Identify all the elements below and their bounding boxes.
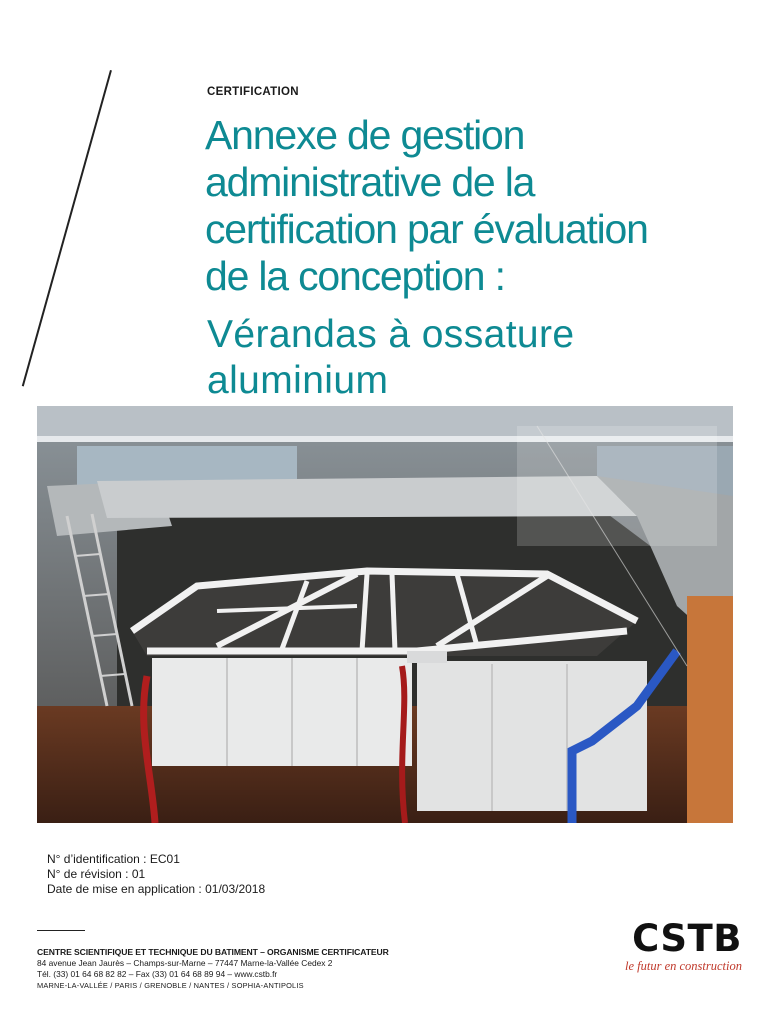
footer — [37, 946, 389, 991]
application-date: Date de mise en application : 01/03/2018 — [47, 882, 266, 896]
organization-contact: Tél. (33) 01 64 68 82 82 – Fax (33) 01 64 68 89 94 – www.cstb.fr — [37, 969, 278, 979]
title-line: Annexe de gestion — [205, 112, 525, 158]
identification-block — [47, 852, 265, 897]
footer-divider — [37, 930, 85, 931]
subtitle-line: Vérandas à ossature — [207, 313, 575, 356]
title-line: administrative de la — [205, 159, 535, 205]
document-subtitle — [207, 312, 747, 404]
decorative-slash — [22, 70, 112, 386]
logo-tagline: le futur en construction — [625, 959, 742, 973]
logo-wordmark: CSTB — [632, 917, 742, 960]
document-title — [205, 112, 745, 300]
identification-number: N° d’identification : EC01 — [47, 852, 180, 866]
revision-number: N° de révision : 01 — [47, 867, 146, 881]
title-line: certification par évaluation — [205, 206, 648, 252]
category-label: CERTIFICATION — [207, 86, 299, 98]
cover-photo — [37, 406, 733, 823]
cstb-logo — [610, 917, 742, 974]
subtitle-line: aluminium — [207, 359, 389, 402]
title-line: de la conception : — [205, 253, 505, 299]
organization-cities: MARNE-LA-VALLÉE / PARIS / GRENOBLE / NANTES / SOPHIA-ANTIPOLIS — [37, 981, 304, 990]
organization-name: CENTRE SCIENTIFIQUE ET TECHNIQUE DU BATIMENT – ORGANISME CERTIFICATEUR — [37, 947, 389, 957]
organization-address: 84 avenue Jean Jaurès – Champs-sur-Marne – 77447 Marne-la-Vallée Cedex 2 — [37, 958, 333, 968]
